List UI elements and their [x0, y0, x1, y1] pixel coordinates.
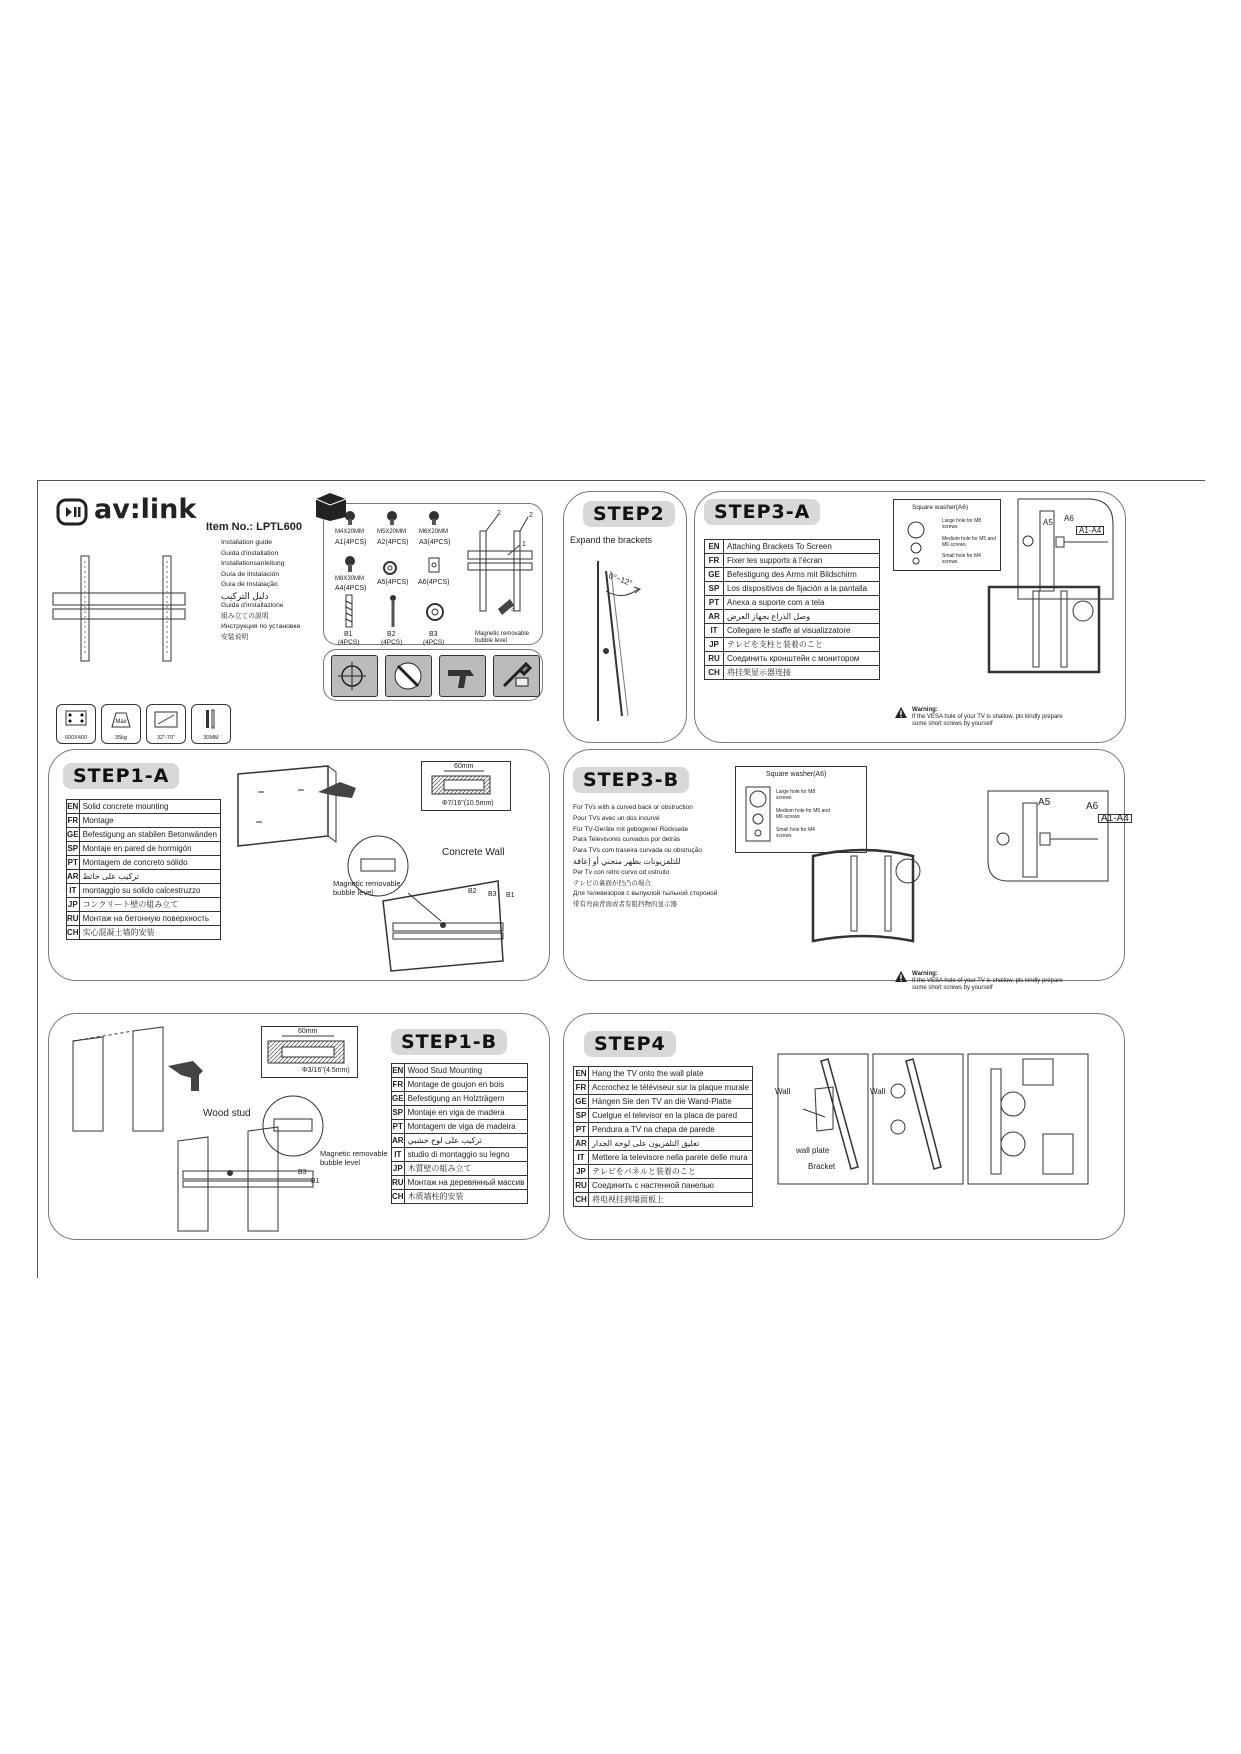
- table-row: SP Los dispositivos de fijación a la pantalla: [705, 582, 880, 596]
- wrench-icon: [494, 656, 539, 696]
- part-a4-size: M8X30MM: [335, 576, 365, 582]
- guide-title-ru: Инструкция по установке: [221, 623, 301, 630]
- label-a6: A6: [1064, 514, 1074, 523]
- table-row: EN Wood Stud Mounting: [392, 1064, 528, 1078]
- guide-title-it: Guida d'installazione: [221, 602, 284, 609]
- profile-icon: [192, 705, 230, 735]
- label-a5: A5: [1038, 797, 1051, 808]
- label-a1-a4: A1-A4: [1098, 814, 1132, 823]
- spec-max-load: Max 35kg: [101, 704, 141, 744]
- table-row: GE Befestigung des Arms mit Bildschirm: [705, 568, 880, 582]
- step3b-description: For TVs with a curved back or obstruction Pour TVs avec un dos incurvé Für TV-Geräte mit gebogener Rückseite Para Televisores curvados por detrás Para TVs com traseira curvada ou obstrução للتلفزيونات بظهر منحني أو إعاقة Per Tv con retro curvo od ostruito テレビの裏面が凹凸の場合 Для телевизоров с выпуклой тыльной стороной 带有弯曲背面或者有阻挡物的显示器: [573, 804, 718, 909]
- step3b-curved-tv: [803, 836, 933, 956]
- part-b3-size: B3: [429, 631, 438, 638]
- step2-title: STEP2: [583, 501, 675, 527]
- table-row: IT Collegare le staffe al visualizzatore: [705, 624, 880, 638]
- washer-a6-icon: [428, 557, 440, 573]
- step1a-language-table: [66, 799, 221, 940]
- table-row: AR وصل الذراع بجهاز العرض: [705, 610, 880, 624]
- guide-titles: [221, 538, 300, 643]
- callout-2a: 2: [497, 510, 501, 517]
- step3a-washer-box: Square washer(A6) Large hole for M8 screws Medium hole for M5 and M6 screws Small hole for M4 screws: [893, 499, 1001, 571]
- step4-wall-label-2: Wall: [870, 1087, 886, 1096]
- tool-stud-finder: [331, 655, 378, 697]
- table-row: AR تركيب على لوح خشبي: [392, 1134, 528, 1148]
- step2-caption: Expand the brackets: [570, 535, 653, 545]
- anchor-b1-label: B1: [506, 892, 515, 899]
- table-row: RU Монтаж на бетонную поверхность: [67, 912, 221, 926]
- anchor-b1-label: B1: [311, 1178, 320, 1185]
- guide-title-fr: Guida d'installation: [221, 549, 279, 557]
- table-row: AR تركيب على حائط: [67, 870, 221, 884]
- table-row: PT Montagem de viga de madeira: [392, 1120, 528, 1134]
- step3b-washer-box: Square washer(A6) Large hole for M8 screws Medium hole for M5 and M6 screws Small hole for M4 screws: [735, 766, 867, 853]
- anchor-b3-label: B3: [298, 1169, 307, 1176]
- step1b-drill-depth-box: [261, 1026, 358, 1078]
- table-row: RU Монтаж на деревянный массив: [392, 1176, 528, 1190]
- guide-title-ge: Installationsanleitung: [221, 560, 285, 567]
- bracket-callout-illustration: [458, 511, 538, 631]
- step4-language-table: [573, 1066, 753, 1207]
- brand-logo: [56, 494, 197, 529]
- step1a-drill-depth-box: [421, 761, 511, 811]
- washer-hole-medium: Medium hole for M5 and M6 screws: [776, 808, 830, 820]
- step3b-warning-text: If the VESA hole of your TV is shallow, pls kindly prepare some short screws by yourself: [912, 978, 1063, 991]
- spec-wall-distance: 30MM: [191, 704, 231, 744]
- step3b-warning-title: Warning:: [912, 971, 938, 977]
- table-row: EN Attaching Brackets To Screen: [705, 540, 880, 554]
- step3a-warning-text: If the VESA hole of your TV is shallow, pls kindly prepare some short screws by yourself: [912, 714, 1063, 727]
- washer-a5-icon: [383, 561, 397, 575]
- vesa-icon: [57, 705, 95, 735]
- step1a-depth: 60mm: [454, 763, 474, 770]
- table-row: RU Соединить с настенной панелью: [574, 1179, 753, 1193]
- tool-wrench: [493, 655, 540, 697]
- table-row: SP Cuelgue el televisor en la placa de pared: [574, 1109, 753, 1123]
- callout-2b: 2: [529, 512, 533, 519]
- part-b3-code: (4PCS): [423, 639, 445, 646]
- part-a5-code: A5(4PCS): [377, 579, 409, 586]
- step1a-title: STEP1-A: [63, 763, 179, 789]
- step1b-title: STEP1-B: [391, 1029, 507, 1055]
- part-b1-size: B1: [344, 631, 353, 638]
- step1a-wall-label: Concrete Wall: [442, 847, 505, 858]
- step1a-level-label: Magnetic removable bubble level: [333, 879, 401, 897]
- table-row: PT Anexa a suporte com a tela: [705, 596, 880, 610]
- bracket-illustration: [53, 551, 193, 666]
- part-a2-code: A2(4PCS): [377, 539, 409, 546]
- table-row: RU Соединить кронштейн с монитором: [705, 652, 880, 666]
- anchor-b1-icon: [343, 595, 355, 629]
- table-row: PT Montagem de concreto sólido: [67, 856, 221, 870]
- guide-title-sp: Guía de instalación: [221, 570, 280, 578]
- table-row: AR تعليق التلفزيون على لوحة الجدار: [574, 1137, 753, 1151]
- anchor-b2-icon: [388, 595, 398, 629]
- part-a4-code: A4(4PCS): [335, 585, 367, 592]
- guide-title-en: Installation guide: [221, 539, 273, 546]
- table-row: FR Fixer les supports à l'écran: [705, 554, 880, 568]
- part-a2-size: M5X20MM: [377, 529, 407, 535]
- table-row: CH 将电视挂到墙面板上: [574, 1193, 753, 1207]
- step1a-diameter: Φ7/16"(10.5mm): [442, 800, 494, 807]
- step1b-depth: 60mm: [298, 1028, 318, 1035]
- washer-holes-diagram: [744, 785, 774, 845]
- warning-icon: [895, 707, 907, 718]
- screw-a2-icon: [385, 511, 399, 525]
- spec-vesa: 600X400: [56, 704, 96, 744]
- item-number: Item No.: LPTL600: [206, 521, 302, 533]
- table-row: IT montaggio su solido calcestruzzo: [67, 884, 221, 898]
- part-b2-code: (4PCS): [381, 639, 403, 646]
- drill-icon: [440, 656, 485, 696]
- table-row: GE Befestigung an stabilen Betonwänden: [67, 828, 221, 842]
- screw-a3-icon: [427, 511, 441, 525]
- washer-b3-icon: [426, 603, 444, 621]
- table-row: GE Hängen Sie den TV an die Wand-Platte: [574, 1095, 753, 1109]
- step4-hang-diagram: [773, 1049, 1093, 1194]
- screen-size-icon: [147, 705, 185, 735]
- step1b-diameter: Φ3/16"(4.5mm): [302, 1067, 350, 1074]
- table-row: PT Pendura a TV na chapa de parede: [574, 1123, 753, 1137]
- table-row: GE Befestigung an Holzträgern: [392, 1092, 528, 1106]
- table-row: CH 实心混凝土墙的安装: [67, 926, 221, 940]
- step3a-tv-back: [983, 581, 1113, 681]
- part-b2-size: B2: [387, 631, 396, 638]
- step2-angle: 0°~12°: [607, 571, 634, 588]
- level-caption: Magnetic removable bubble level: [475, 631, 530, 644]
- table-row: SP Montaje en pared de hormigón: [67, 842, 221, 856]
- step3a-warning-title: Warning:: [912, 707, 938, 713]
- table-row: JP 木質壁の組み立て: [392, 1162, 528, 1176]
- table-row: FR Accrochez le téléviseur sur la plaque murale: [574, 1081, 753, 1095]
- label-a6: A6: [1086, 801, 1099, 812]
- table-row: EN Solid concrete mounting: [67, 800, 221, 814]
- spec-screen-size: 32"-70": [146, 704, 186, 744]
- callout-1: 1: [522, 541, 526, 548]
- washer-hole-large: Large hole for M8 screws: [776, 789, 816, 801]
- part-a3-size: M6X20MM: [419, 529, 449, 535]
- stud-finder-icon: [332, 656, 377, 696]
- washer-hole-small: Small hole for M4 screws: [942, 553, 981, 565]
- step3a-title: STEP3-A: [704, 499, 820, 525]
- guide-title-ar: دليل التركيب: [221, 590, 269, 601]
- washer-hole-large: Large hole for M8 screws: [942, 518, 982, 530]
- step4-wall-label-1: Wall: [775, 1087, 791, 1096]
- step4-bracket-label: Bracket: [808, 1162, 836, 1171]
- step4-wall-plate-label: wall plate: [796, 1146, 830, 1155]
- part-a1-code: A1(4PCS): [335, 539, 367, 546]
- step4-title: STEP4: [584, 1031, 676, 1057]
- guide-title-jp: 組み立ての説明: [221, 612, 269, 620]
- step3a-language-table: [704, 539, 880, 680]
- anchor-b3-label: B3: [488, 891, 497, 898]
- step3b-title: STEP3-B: [573, 767, 689, 793]
- part-a6-code: A6(4PCS): [418, 579, 450, 586]
- guide-title-ch: 安装说明: [221, 633, 249, 641]
- warning-icon: [895, 971, 907, 982]
- table-row: CH 将挂架显示器连接: [705, 666, 880, 680]
- play-pause-icon: [56, 497, 90, 527]
- part-a1-size: M4X20MM: [335, 529, 365, 535]
- callout-3: 3: [511, 606, 515, 613]
- guide-title-pt: Guia de Instalação: [221, 581, 278, 588]
- part-b1-code: (4PCS): [338, 639, 360, 646]
- table-row: SP Montaje en viga de madera: [392, 1106, 528, 1120]
- step1b-stud-label: Wood stud: [203, 1108, 251, 1119]
- instruction-sheet: [37, 480, 1205, 1278]
- table-row: FR Montage de goujon en bois: [392, 1078, 528, 1092]
- step1b-level-label: Magnetic removable bubble level: [320, 1149, 388, 1167]
- part-a3-code: A3(4PCS): [419, 539, 451, 546]
- table-row: IT studio di montaggio su legno: [392, 1148, 528, 1162]
- table-row: EN Hang the TV onto the wall plate: [574, 1067, 753, 1081]
- table-row: CH 木质墙柱的安装: [392, 1190, 528, 1204]
- tool-screwdriver: [385, 655, 432, 697]
- washer-hole-small: Small hole for M4 screws: [776, 827, 815, 839]
- table-row: JP テレビを支柱と装着のこと: [705, 638, 880, 652]
- table-row: IT Mettere la televisore nella parete delle mura: [574, 1151, 753, 1165]
- screw-a1-icon: [343, 511, 357, 525]
- tool-drill: [439, 655, 486, 697]
- brand-name: av:link: [94, 494, 197, 525]
- label-a1-a4: A1-A4: [1076, 526, 1104, 535]
- table-row: JP コンクリート壁の組み立て: [67, 898, 221, 912]
- step1b-language-table: [391, 1063, 528, 1204]
- anchor-b2-label: B2: [468, 888, 477, 895]
- table-row: JP テレビをパネルと装着のこと: [574, 1165, 753, 1179]
- step3b-screw-detail: [948, 781, 1118, 891]
- label-a5: A5: [1043, 518, 1053, 527]
- table-row: FR Montage: [67, 814, 221, 828]
- screwdriver-icon: [386, 656, 431, 696]
- washer-hole-medium: Medium hole for M5 and M6 screws: [942, 536, 996, 548]
- washer-holes-diagram: [904, 518, 934, 568]
- screw-a4-icon: [343, 556, 357, 572]
